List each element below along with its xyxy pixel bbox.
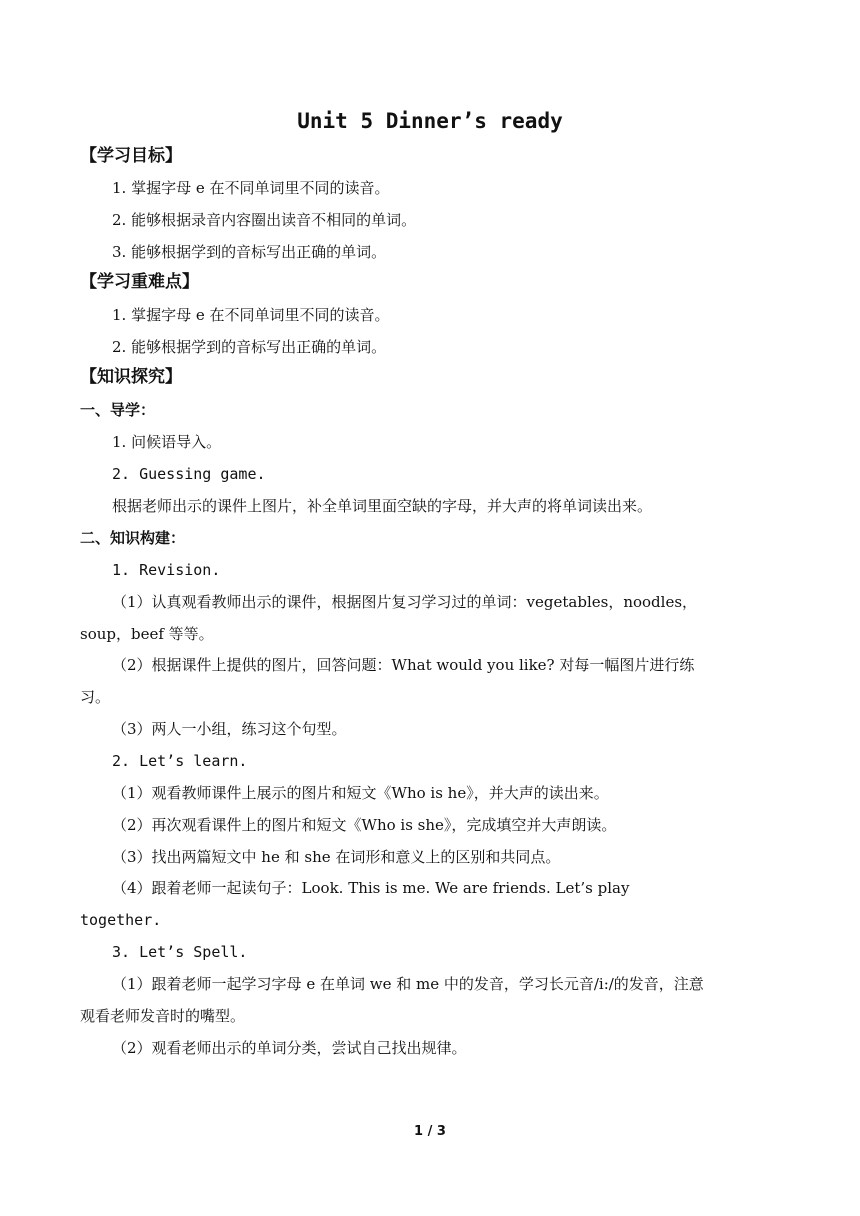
page-number: 1 / 3 — [414, 1124, 446, 1139]
guide-item: 1. 问候语导入。 — [112, 433, 222, 451]
build-line: 习。 — [80, 688, 111, 706]
build-line: （1）跟着老师一起学习字母 e 在单词 we 和 me 中的发音，学习长元音/i:/的发音，注意 — [112, 975, 704, 993]
build-line: （1）观看教师课件上展示的图片和短文《Who is he》，并大声的读出来。 — [112, 784, 609, 802]
goal-item: 3. 能够根据学到的音标写出正确的单词。 — [112, 243, 387, 261]
build-line: 1. Revision. — [112, 561, 221, 579]
section-heading-key-points: 【学习重难点】 — [80, 272, 199, 292]
goal-item: 2. 能够根据录音内容圈出读音不相同的单词。 — [112, 211, 417, 229]
build-line: （1）认真观看教师出示的课件，根据图片复习学习过的单词：vegetables，noodles， — [112, 593, 698, 611]
build-line: soup，beef 等等。 — [80, 625, 214, 643]
build-line: （2）根据课件上提供的图片，回答问题：What would you like? 对每一幅图片进行练 — [112, 656, 695, 674]
guide-item: 根据老师出示的课件上图片，补全单词里面空缺的字母，并大声的将单词读出来。 — [112, 497, 653, 515]
build-line: （2）观看老师出示的单词分类，尝试自己找出规律。 — [112, 1039, 467, 1057]
build-line: （3）两人一小组，练习这个句型。 — [112, 720, 347, 738]
subsection-heading-build: 二、知识构建： — [80, 529, 186, 547]
document-title: Unit 5 Dinner’s ready — [297, 109, 563, 133]
section-heading-explore: 【知识探究】 — [80, 367, 182, 387]
build-line: 3. Let’s Spell. — [112, 943, 248, 961]
subsection-heading-guide: 一、导学： — [80, 401, 156, 419]
build-line: （4）跟着老师一起读句子：Look. This is me. We are friends. Let’s play — [112, 879, 630, 897]
goal-item: 1. 掌握字母 e 在不同单词里不同的读音。 — [112, 179, 390, 197]
key-point-item: 1. 掌握字母 e 在不同单词里不同的读音。 — [112, 306, 390, 324]
guide-item: 2. Guessing game. — [112, 465, 266, 483]
build-line: together. — [80, 911, 162, 929]
key-point-item: 2. 能够根据学到的音标写出正确的单词。 — [112, 338, 387, 356]
build-line: 观看老师发音时的嘴型。 — [80, 1007, 246, 1025]
build-line: 2. Let’s learn. — [112, 752, 248, 770]
build-line: （2）再次观看课件上的图片和短文《Who is she》，完成填空并大声朗读。 — [112, 816, 617, 834]
build-line: （3）找出两篇短文中 he 和 she 在词形和意义上的区别和共同点。 — [112, 848, 561, 866]
section-heading-goals: 【学习目标】 — [80, 146, 182, 166]
